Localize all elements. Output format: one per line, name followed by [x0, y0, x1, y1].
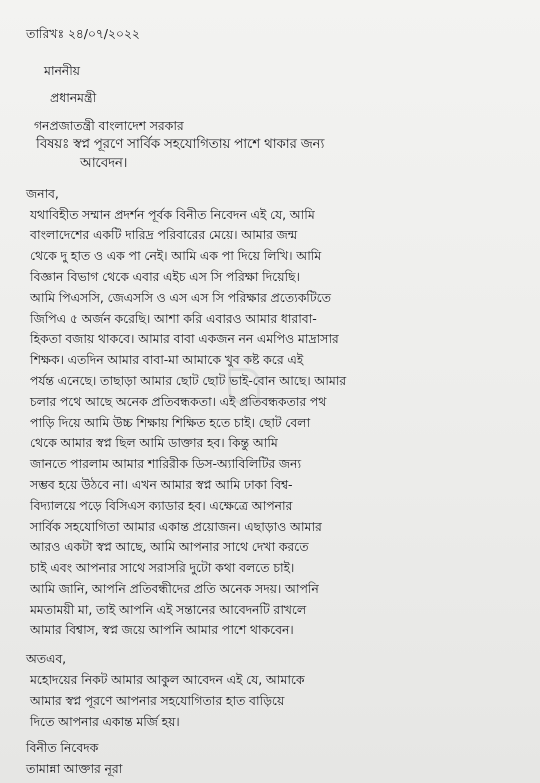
recipient-title: প্রধানমন্ত্রী	[50, 90, 96, 105]
body-line: আমি পিএসসি, জেএসসি ও এস এস সি পরিক্ষার প্রত্যেকটিতে	[30, 290, 331, 305]
body-line: পর্যন্ত এনেছে। তাছাড়া আমার ছোট ছোট ভাই-বোন আছে। আমার	[30, 373, 347, 388]
body-line: জানতে পারলাম আমার শারিরীক ডিস-অ্যাবিলিটির জন্য	[30, 456, 301, 471]
letter-date: তারিখঃ ২৪/০৭/২০২২	[26, 26, 140, 41]
body-line: চাই এবং আপনার সাথে সরাসরি দুটো কথা বলতে চাই।	[30, 560, 295, 575]
body-line: মমতাময়ী মা, তাই আপনি এই সন্তানের আবেদনটি রাখলে	[30, 602, 307, 617]
sender-name: তামান্না আক্তার নূরা	[26, 761, 123, 776]
body-line: আমার বিশ্বাস, স্বপ্ন জয়ে আপনি আমার পাশে থাকবেন।	[30, 622, 294, 637]
body-line: আমি জানি, আপনি প্রতিবন্ধীদের প্রতি অনেক সদয়। আপনি	[30, 581, 319, 596]
body-line: যথাবিহীত সম্মান প্রদর্শন পূর্বক বিনীত নিবেদন এই যে, আমি	[30, 207, 315, 222]
body-line: বিজ্ঞান বিভাগ থেকে এবার এইচ এস সি পরিক্ষা দিয়েছি।	[30, 269, 300, 284]
watermark-mark-icon	[228, 368, 260, 404]
closing-line: মহোদয়ের নিকট আমার আকুল আবেদন এই যে, আমাকে	[30, 672, 305, 687]
signoff: বিনীত নিবেদক	[26, 740, 99, 755]
closing-line: আমার স্বপ্ন পূরণে আপনার সহযোগিতার হাত বাড়িয়ে	[30, 693, 285, 708]
opening-greeting: জনাব,	[26, 186, 59, 201]
body-line: হিকতা বজায় থাকবে। আমার বাবা একজন নন এমপিও মাদ্রাসার	[30, 331, 339, 346]
closing-line: দিতে আপনার একান্ত মর্জি হয়।	[30, 714, 180, 729]
body-line: জিপিএ ৫ অর্জন করেছি। আশা করি এবারও আমার ধারাবা-	[30, 311, 317, 326]
body-line: থেকে দু হাত ও এক পা নেই। আমি এক পা দিয়ে লিখি। আমি	[30, 248, 322, 263]
body-line: চলার পথে আছে অনেক প্রতিবন্ধকতা। এই প্রতিবন্ধকতার পথ	[30, 394, 327, 409]
subject-line-1: বিষয়ঃ স্বপ্ন পূরণে সার্বিক সহযোগিতায় পাশে থাকার জন্য	[36, 137, 325, 152]
body-line: সম্ভব হয়ে উঠবে না। এখন আমার স্বপ্ন আমি ঢাকা বিশ্ব-	[30, 477, 293, 492]
body-line: পাড়ি দিয়ে আমি উচ্চ শিক্ষায় শিক্ষিত হতে চাই। ছোট বেলা	[30, 415, 310, 430]
subject-line-2: আবেদন।	[80, 156, 128, 171]
closing-word: অতএব,	[26, 651, 66, 666]
recipient-office: গনপ্রজাতন্ত্রী বাংলাদেশ সরকার	[34, 118, 184, 133]
watermark-logo	[228, 362, 348, 422]
salutation: মাননীয়	[44, 63, 80, 78]
body-line: আরও একটা স্বপ্ন আছে, আমি আপনার সাথে দেখা করতে	[30, 539, 309, 554]
body-line: বিদ্যালয়ে পড়ে বিসিএস ক্যাডার হব। এক্ষেত্রে আপনার	[30, 498, 293, 513]
body-line: শিক্ষক। এতদিন আমার বাবা-মা আমাকে খুব কষ্ট করে এই	[30, 352, 304, 367]
body-line: সার্বিক সহযোগিতা আমার একান্ত প্রয়োজন। এছাড়াও আমার	[30, 519, 322, 534]
body-line: থেকে আমার স্বপ্ন ছিল আমি ডাক্তার হব। কিন্তু আমি	[30, 435, 278, 450]
body-line: বাংলাদেশের একটি দারিদ্র পরিবারের মেয়ে। আমার জন্ম	[30, 227, 298, 242]
